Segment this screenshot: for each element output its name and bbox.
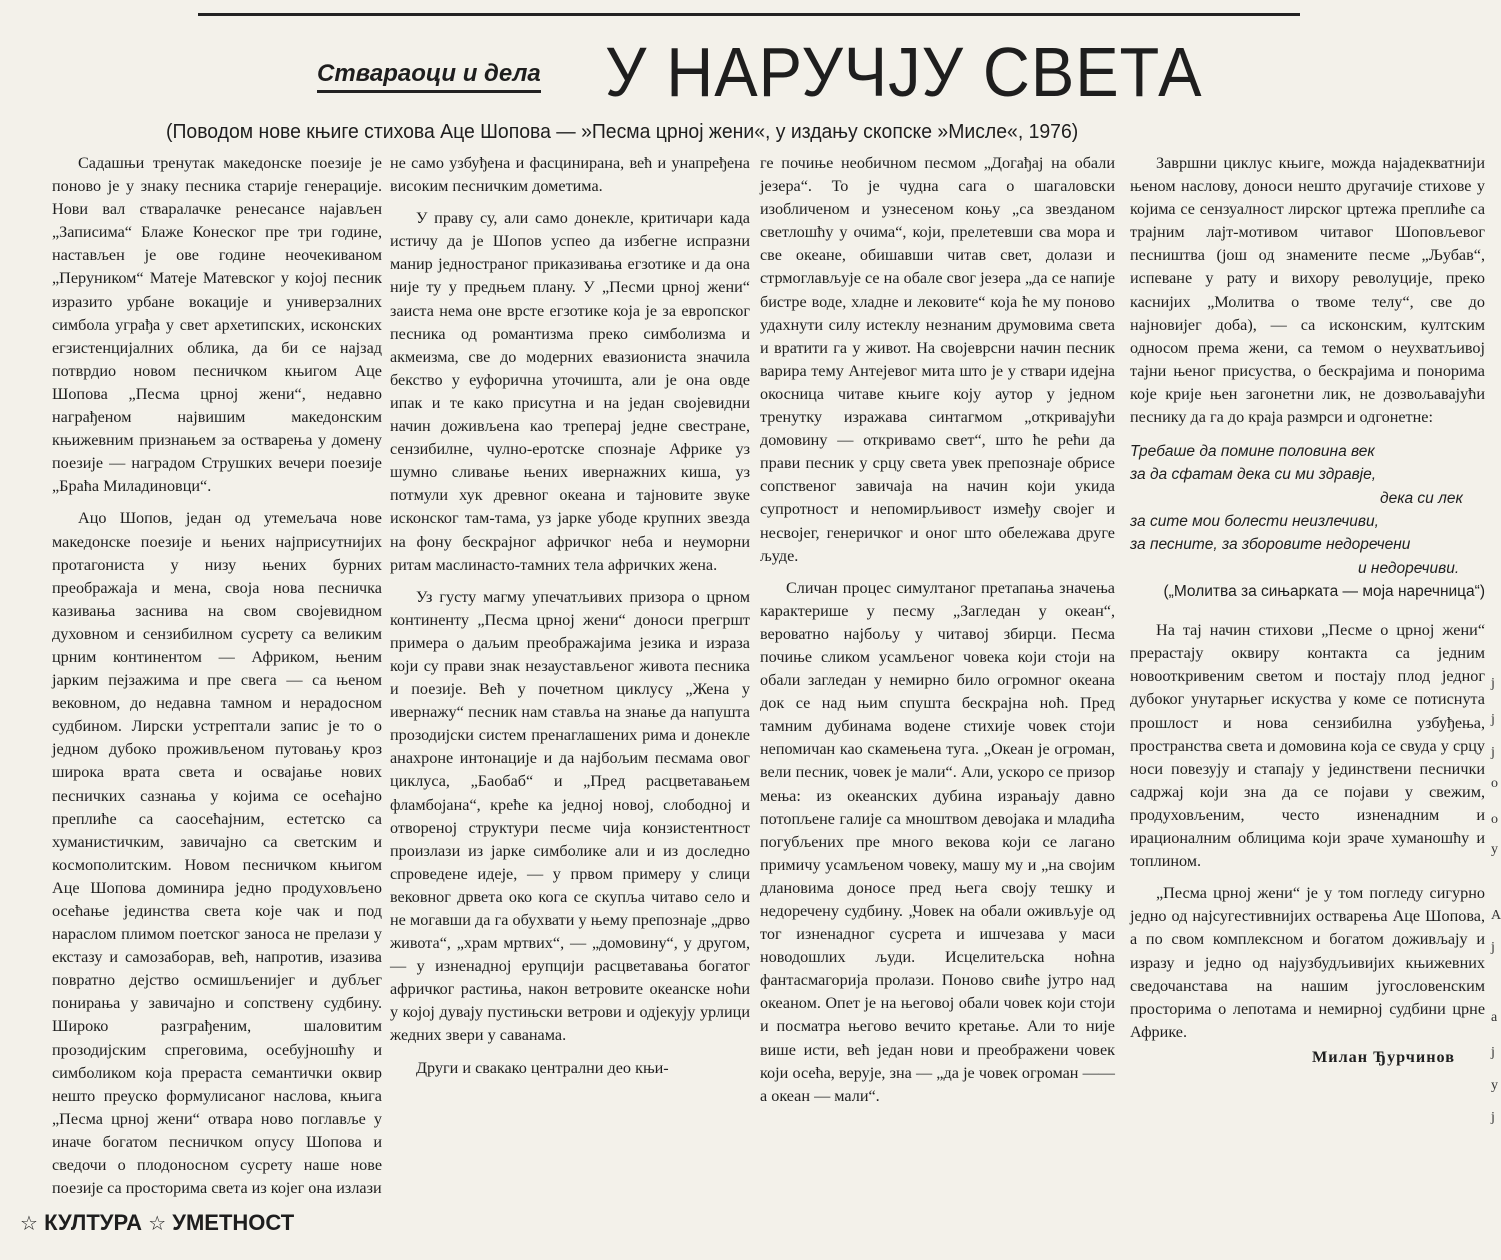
poem-line: дека си лек <box>1380 489 1463 507</box>
paragraph: Ацо Шопов, један од утемељача нове македонске поезије и њених најприсутнијих протагониста у низу њених бурних преображаја и мена, своја нова песничка казивања заснива на свом својевидном духовном и сензибилном сусрету са великим црним континентом — Африком, њеним јарким пејзажима и пре свега — са њеном вековном, до недавна тамном и нерадосном судбином. Лирски устрептали запис је то о једном дубоко проживљеном путовању кроз широка врата света и освајање нових песничких сазнања у којима се осећајно преплиће са саосећајним, естетско са хуманистичким, завичајно са светским и космополитским. Новом песничком књигом Аце Шопова доминира једно продуховљено осећање јединства света које чак и под нараслом плимом поетског заноса не прелази у екстазу и самозаборав, већ, напротив, изазива повратно дејство осмишљенијег и дубљег понирања у завичајно и сопствену судбину. Широко разграђеним, шаловитим прозодијским спреговима, осебујношћу и симболиком која прераста семантички оквир нешто преуско формулисаног наслова, књига „Песма црној жени“ отвара ново поглавље у иначе богатом песничком опусу Шопова и сведочи о плодоносном сусрету наше нове поезије са просторима света из којег она излази <box>52 509 382 1198</box>
star-icon: ☆ <box>20 1213 38 1235</box>
edge-mark: а <box>1491 1010 1498 1025</box>
edge-mark: у <box>1491 1078 1498 1093</box>
paragraph: Завршни циклус књиге, можда најадекватнији њеном наслову, доноси нешто другачије стихове у којима се сензуалност лирског цртежа преплиће са трајним лајт-мотивом читавог Шоповљевог песништва (још од знамените песме „Љубав“, испеване у рату и вихору револуције, преко каснијих „Молитва о твоме телу“, све до најновијег доба), — са исконским, култским односом према жени, са темом о неухватљивој тајни њеног присуства, о бескрајима и понорима које крије њен загонетни лик, не дозвољавајући песнику да га до краја размрси и одгонетне: <box>1130 154 1485 427</box>
article-headline: У НАРУЧЈУ СВЕТА <box>605 33 1203 111</box>
top-rule <box>198 13 1300 16</box>
paragraph: На тај начин стихови „Песме о црној жени“ прерастају оквиру контакта са једним новооткривеним светом и постају плод једног дубоког унутарњег искуства у коме се потиснута прошлост и нова сензибилна узбуђења, пространства света и домовина која се свуда у срцу носи повезују и стапају у јединствени песнички садржај који зна да се појави у свежим, продуховљеним, често изненадним и ирационалним облицима који зраче хуманошћу и топлином. <box>1130 621 1485 871</box>
star-icon: ☆ <box>148 1213 167 1235</box>
footer-section-1: КУЛТУРА <box>44 1210 143 1235</box>
paragraph: У праву су, али само донекле, критичари када истичу да је Шопов успео да избегне испразни манир једностраног приказивања егзотике и да она није ту у предњем плану. У „Песми црној жени“ заиста нема оне врсте егзотике која је за европског песника од романтизма преко симболизма и акмеизма, све до модерних евазиониста значила бекство у еуфорична уточишта, али је она овде ипак и те како присутна и на један својевидни начин доживљена као треперај једне свестране, сензибилне, чулно-еротске спознаје Африке уз шумно сливање њених ивернажних киша, уз потмули хук древног океана и тајновите звуке исконског там-тама, уз јарке убоде крупних звезда на фону бескрајног афричког неба и неуморни ритам маслинасто-тамних тела афричких жена. <box>390 209 750 574</box>
poem-line: за песните, за зборовите недоречени <box>1130 536 1411 554</box>
article-subtitle: (Поводом нове књиге стихова Аце Шопова — »Песма црној жени«, у издању скопске »Мисле«, 1976) <box>166 121 1079 143</box>
footer-section-2: УМЕТНОСТ <box>172 1210 295 1235</box>
section-footer <box>20 1209 294 1238</box>
article-column-1 <box>52 152 382 1200</box>
poem-line: за сите мои болести неизлечиви, <box>1130 513 1379 531</box>
article-column-3 <box>760 152 1115 1108</box>
edge-mark: ј <box>1491 1045 1495 1060</box>
paragraph: не само узбуђена и фасцинирана, већ и унапређена високим песничким дометима. <box>390 154 750 196</box>
edge-mark: ј <box>1491 940 1495 955</box>
article-column-2 <box>390 152 750 1080</box>
paragraph: Сличан процес симултаног претапања значења карактерише у песму „Загледан у океан“, вероватно најбољу у читавој збирци. Песма почиње сликом усамљеног човека који стоји на обали загледан у немирно било огромног океана док се над њим спушта бескрајна ноћ. Пред тамним дубинама водене стихије човек стоји непомичан као скамењена туга. „Океан је огроман, вели песник, човек је мали“. Али, ускоро се призор мења: из океанских дубина израњају давно потопљене галије са мноштвом девојака и младића погубљених пре много векова који се лагано примичу усамљеном човеку, машу му и „на својим длановима доносе пред њега своју тешку и недоречену судбину. „Човек на обали оживљује од тог изненадног сусрета и ишчезава у маси новодошлих људи. Исцелитељска ноћна фантасмагорија пролази. Поново свиће јутро над океаном. Опет је на његовој обали човек који стоји и посматра његово вечито кретање. Али то није више исти, већ један нови и преображени човек који осећа, верује, зна — „да је човек огроман —— а океан — мали“. <box>760 578 1115 1105</box>
poem-quote <box>1130 440 1485 603</box>
edge-mark: ј <box>1491 745 1495 760</box>
paragraph: Други и свакако централни део књи- <box>416 1058 669 1077</box>
author-signature: Милан Ђурчинов <box>1311 1047 1455 1066</box>
poem-line: и недоречиви. <box>1358 559 1460 577</box>
paragraph: ге почиње необичном песмом „Догађај на обали језера“. То је чудна сага о шагаловски изобличеном и узнесеном коњу „са звезданом светлошћу у очима“, који, прелетевши сва мора и све океане, обишавши читав свет, долази и стрмоглављује се на обале свог језера „да се напије бистре воде, хладне и лековите“ која ће му поново удахнути силу истеклу незнаним друмовима света и вратити га у живот. На својеврсни начин песник варира тему Антејевог мита што је у ствари идејна окосница читаве књиге коју аутор у једном тренутку изражава синтагмом „откривајући домовину — откривамо свет“, што ће рећи да прави песник у срцу света увек препознаје обрисе сопственог завичаја на начин који укида супротност и непомирљивост између својег и несвојег, генеричког и оног што обележава друге људе. <box>760 154 1115 565</box>
edge-mark: у <box>1491 842 1498 857</box>
poem-source: („Молитва за сињарката — моја наречница“) <box>1163 582 1485 600</box>
edge-mark: о <box>1491 812 1498 827</box>
article-column-4 <box>1130 152 1485 1069</box>
section-rubric: Ствараоци и дела <box>317 60 541 93</box>
poem-line: Требаше да помине половина век <box>1130 443 1375 461</box>
poem-line: за да сфатам дека си ми здравје, <box>1130 466 1377 484</box>
edge-mark: ј <box>1491 676 1495 691</box>
paragraph: „Песма црној жени“ је у том погледу сигурно једно од најсугестивнијих остварења Аце Шопова, а по свом комплексном и богатом доживљају и изразу и једно од најузбудљивијих књижевних сведочанстава на нашим југословенским просторима о лепотама и немирној судбини црне Африке. <box>1130 884 1485 1041</box>
edge-mark: ј <box>1491 1110 1495 1125</box>
edge-mark: о <box>1491 776 1498 791</box>
edge-mark: А <box>1491 908 1501 923</box>
paragraph: Садашњи тренутак македонске поезије је поново је у знаку песника старије генерације. Нови вал стваралачке ренесансе најављен „Записима“ Блаже Конеског пре три године, настављен је ове године неочекиваном „Перуником“ Матеје Матевског у којој песник изразито урбане вокације и универзалних симбола уграђа у свет архетипских, исконских егзистенцијалних облика, да би се најзад потврдио новом песничком књигом Аце Шопова „Песма црној жени“, недавно награђеном највишим македонским књижевним признањем за остварења у домену поезије — наградом Струшких вечери поезије „Браћа Миладиновци“. <box>52 154 382 496</box>
edge-mark: ј <box>1491 712 1495 727</box>
paragraph: Уз густу магму упечатљивих призора о црном континенту „Песма црној жени“ доноси прегршт примера о даљим преображајима језика и израза који су прави знак незаустављеног живота песника и поезије. Већ у почетном циклусу „Жена у ивернажу“ песник нам ставља на знање да напушта прозодијски систем пренаглашених рима и донекле анахроне интонације и да најбољим песмама овог циклуса, „Баобаб“ и „Пред расцветавањем фламбојана“, креће ка једној новој, слободној и отвореној структури песме чија конзистентност произлази из јарке симболике али и из доследно спроведене идеје, — у првом примеру у слици вековног дрвета око кога се скупља читаво село и не могавши да га обухвати у њему препознаје „дрво живота“, „храм мртвих“, — „домовину“, у другом, — у изненадној ерупцији расцветавања богатог афричког растиња, након ветровите океанске ноћи у којој дувају пустињски ветрови и одјекују урлици жедних звери у саванама. <box>390 587 750 1045</box>
